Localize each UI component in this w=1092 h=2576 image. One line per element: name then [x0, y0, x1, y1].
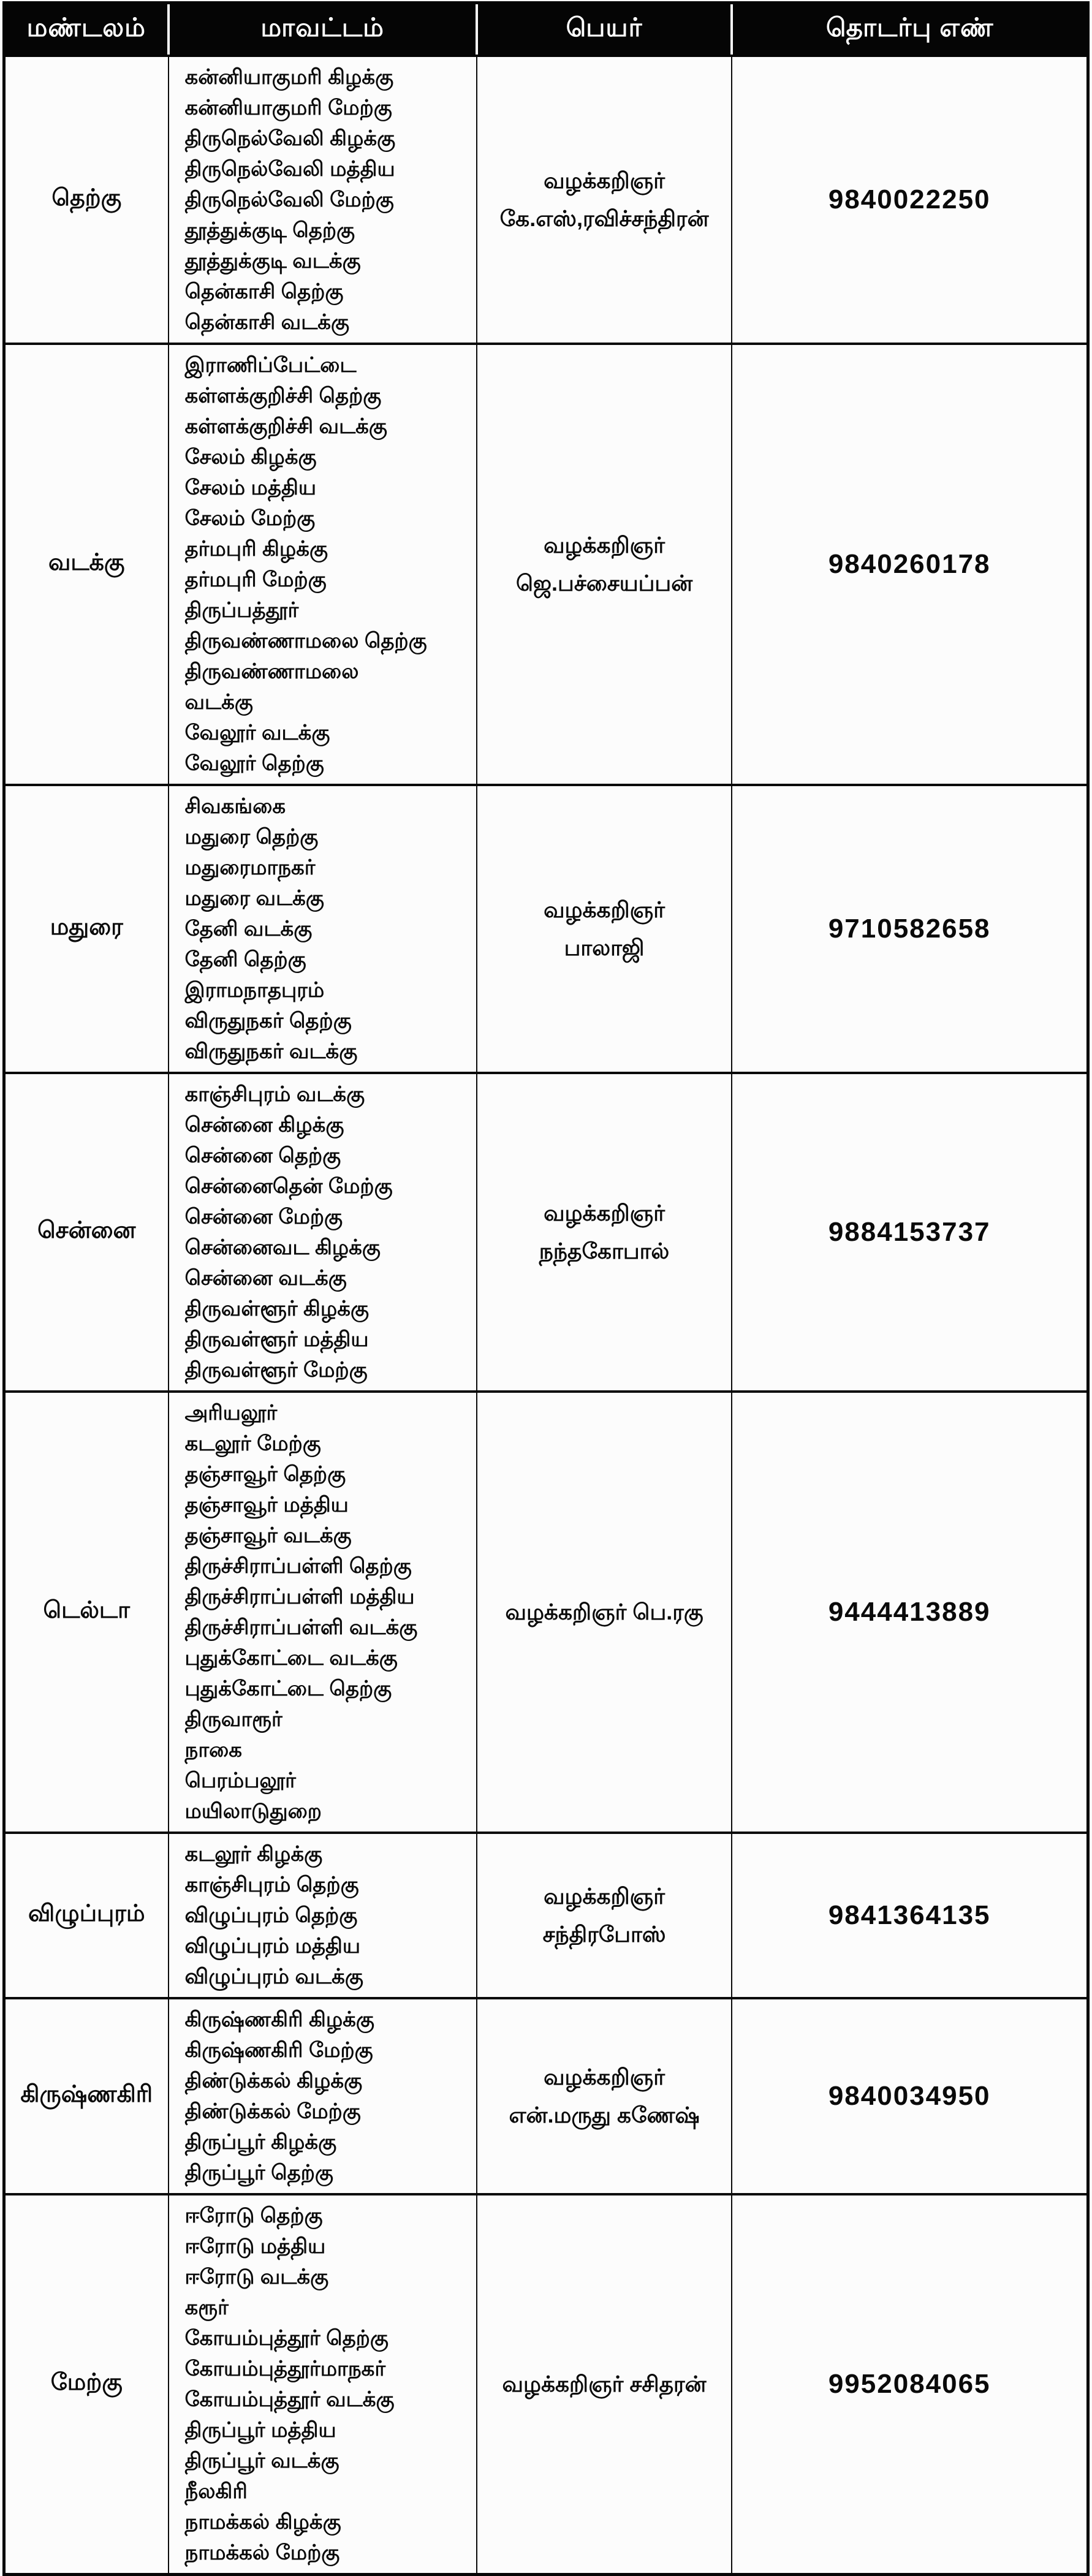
district-line: திருவாரூர் [184, 1708, 282, 1731]
name-line: வழக்கறிஞர் [544, 168, 665, 193]
name-cell [477, 1392, 732, 1833]
district-line: விழுப்புரம் தெற்கு [184, 1904, 358, 1927]
name-line: வழக்கறிஞர் [544, 897, 665, 922]
district-line: விழுப்புரம் வடக்கு [184, 1965, 363, 1988]
zone-cell: கிருஷ்ணகிரி [4, 1998, 169, 2194]
district-line: திருப்பத்தூர் [184, 599, 299, 622]
district-cell [169, 1073, 477, 1392]
name-line: பாலாஜி [564, 935, 645, 960]
name-line: நந்தகோபால் [539, 1238, 670, 1263]
district-line: சென்னை கிழக்கு [184, 1113, 344, 1137]
name-line: சந்திரபோஸ் [542, 1922, 666, 1947]
district-line: கிருஷ்ணகிரி கிழக்கு [184, 2008, 374, 2031]
district-cell [169, 1998, 477, 2194]
district-line: திருவள்ளூர் மேற்கு [184, 1358, 368, 1382]
district-line: நாமக்கல் மேற்கு [184, 2541, 340, 2564]
table-body [4, 56, 1088, 2575]
name-line: வழக்கறிஞர் சசிதரன் [502, 2371, 707, 2396]
name-line: ஜெ.பச்சையப்பன் [516, 570, 693, 596]
phone-cell: 9840034950 [732, 1998, 1088, 2194]
table-row [4, 1392, 1088, 1833]
district-line: திருவள்ளூர் கிழக்கு [184, 1297, 370, 1320]
district-line: தேனி வடக்கு [184, 917, 313, 941]
name-cell [477, 344, 732, 785]
district-cell [169, 785, 477, 1073]
phone-cell: 9444413889 [732, 1392, 1088, 1833]
name-line: வழக்கறிஞர் பெ.ரகு [505, 1599, 703, 1624]
district-cell [169, 2194, 477, 2575]
district-line: தஞ்சாவூர் மத்திய [184, 1493, 349, 1517]
phone-cell: 9710582658 [732, 785, 1088, 1073]
table-row [4, 785, 1088, 1073]
district-line: சேலம் மேற்கு [184, 507, 316, 530]
name-cell [477, 785, 732, 1073]
table-header [4, 3, 1088, 56]
district-line: திருப்பூர் கிழக்கு [184, 2131, 337, 2154]
zone-cell: சென்னை [4, 1073, 169, 1392]
district-line: திருநெல்வேலி மத்திய [184, 157, 395, 181]
district-line: திருவண்ணாமலை தெற்கு [184, 629, 427, 653]
district-cell [169, 1392, 477, 1833]
name-cell [477, 1998, 732, 2194]
zone-cell: வடக்கு [4, 344, 169, 785]
district-line: அரியலூர் [184, 1401, 278, 1425]
district-line: ஈரோடு மத்திய [184, 2235, 326, 2258]
district-line: திருவள்ளூர் மத்திய [184, 1328, 369, 1351]
district-line: சேலம் மத்திய [184, 476, 317, 499]
table-row [4, 1998, 1088, 2194]
district-line: புதுக்கோட்டை வடக்கு [184, 1646, 398, 1670]
district-line: சென்னை தெற்கு [184, 1144, 341, 1167]
district-line: தர்மபுரி மேற்கு [184, 568, 327, 591]
document-page [0, 1, 1092, 2576]
district-line: திருவண்ணாமலை [184, 660, 359, 683]
zone-contact-table [2, 1, 1090, 2576]
table-row [4, 1073, 1088, 1392]
district-line: புதுக்கோட்டை தெற்கு [184, 1677, 392, 1700]
header-row [4, 3, 1088, 56]
district-line: திண்டுக்கல் மேற்கு [184, 2100, 361, 2123]
district-line: திண்டுக்கல் கிழக்கு [184, 2069, 363, 2093]
district-line: மதுரை தெற்கு [184, 825, 319, 849]
phone-cell: 9840260178 [732, 344, 1088, 785]
district-line: ஈரோடு தெற்கு [184, 2204, 323, 2227]
district-cell [169, 56, 477, 344]
district-line: சென்னைதென் மேற்கு [184, 1175, 393, 1198]
header-district: மாவட்டம் [169, 3, 477, 56]
district-line: கிருஷ்ணகிரி மேற்கு [184, 2039, 373, 2062]
district-line: மதுரை வடக்கு [184, 887, 324, 910]
table-row [4, 56, 1088, 344]
district-line: கன்னியாகுமரி மேற்கு [184, 96, 392, 119]
zone-cell: தெற்கு [4, 56, 169, 344]
district-line: வேலூர் தெற்கு [184, 752, 324, 775]
name-line: வழக்கறிஞர் [544, 1884, 665, 1909]
header-name: பெயர் [477, 3, 732, 56]
district-line: இராமநாதபுரம் [184, 979, 325, 1002]
district-line: சேலம் கிழக்கு [184, 445, 317, 469]
zone-cell: மேற்கு [4, 2194, 169, 2575]
district-line: நாமக்கல் கிழக்கு [184, 2510, 341, 2534]
name-line: வழக்கறிஞர் [544, 532, 665, 558]
header-zone: மண்டலம் [4, 3, 169, 56]
district-line: காஞ்சிபுரம் வடக்கு [184, 1083, 365, 1106]
name-cell [477, 1833, 732, 1998]
phone-cell: 9884153737 [732, 1073, 1088, 1392]
table-row [4, 1833, 1088, 1998]
district-line: திருச்சிராப்பள்ளி தெற்கு [184, 1555, 412, 1578]
district-line: கடலூர் கிழக்கு [184, 1843, 323, 1866]
header-phone: தொடர்பு எண் [732, 3, 1088, 56]
district-line: கரூர் [184, 2296, 229, 2319]
district-line: சென்னைவட கிழக்கு [184, 1236, 381, 1259]
district-line: கடலூர் மேற்கு [184, 1432, 321, 1455]
name-cell [477, 1073, 732, 1392]
district-line: காஞ்சிபுரம் தெற்கு [184, 1873, 359, 1896]
name-cell [477, 2194, 732, 2575]
district-line: விழுப்புரம் மத்திய [184, 1934, 360, 1958]
district-line: நீலகிரி [184, 2480, 248, 2503]
district-line: திருநெல்வேலி கிழக்கு [184, 127, 396, 150]
district-line: இராணிப்பேட்டை [184, 354, 357, 377]
district-line: கள்ளக்குறிச்சி தெற்கு [184, 384, 382, 407]
name-line: வழக்கறிஞர் [544, 1200, 665, 1225]
district-cell [169, 344, 477, 785]
name-line: கே.எஸ்,ரவிச்சந்திரன் [499, 206, 709, 231]
district-line: கன்னியாகுமரி கிழக்கு [184, 66, 394, 89]
district-line: தர்மபுரி கிழக்கு [184, 537, 328, 561]
district-line: பெரம்பலூர் [184, 1769, 296, 1792]
district-line: விருதுநகர் தெற்கு [184, 1009, 352, 1032]
district-line: தஞ்சாவூர் வடக்கு [184, 1524, 352, 1547]
district-line: கோயம்புத்தூர்மாநகர் [184, 2357, 386, 2381]
district-line: மதுரைமாநகர் [184, 856, 316, 879]
district-line: மயிலாடுதுறை [184, 1800, 322, 1823]
district-line: கோயம்புத்தூர் தெற்கு [184, 2327, 389, 2350]
district-line: திருப்பூர் தெற்கு [184, 2161, 333, 2184]
district-line: தூத்துக்குடி வடக்கு [184, 249, 361, 273]
phone-cell: 9952084065 [732, 2194, 1088, 2575]
district-line: தேனி தெற்கு [184, 948, 306, 971]
district-line: தூத்துக்குடி தெற்கு [184, 219, 355, 242]
phone-cell: 9840022250 [732, 56, 1088, 344]
zone-cell: டெல்டா [4, 1392, 169, 1833]
zone-cell: மதுரை [4, 785, 169, 1073]
district-line: திருநெல்வேலி மேற்கு [184, 188, 394, 211]
name-line: வழக்கறிஞர் [544, 2064, 665, 2089]
district-line: திருச்சிராப்பள்ளி மத்திய [184, 1585, 415, 1608]
district-cell [169, 1833, 477, 1998]
name-cell [477, 56, 732, 344]
district-line: வேலூர் வடக்கு [184, 721, 330, 744]
district-line: வடக்கு [184, 691, 253, 714]
district-line: திருச்சிராப்பள்ளி வடக்கு [184, 1616, 418, 1639]
table-row [4, 344, 1088, 785]
zone-cell: விழுப்புரம் [4, 1833, 169, 1998]
table-row [4, 2194, 1088, 2575]
district-line: தென்காசி தெற்கு [184, 280, 344, 303]
district-line: நாகை [184, 1738, 242, 1762]
district-line: சிவகங்கை [184, 795, 286, 818]
district-line: திருப்பூர் வடக்கு [184, 2449, 339, 2472]
district-line: சென்னை மேற்கு [184, 1205, 343, 1229]
district-line: கோயம்புத்தூர் வடக்கு [184, 2388, 395, 2411]
district-line: கள்ளக்குறிச்சி வடக்கு [184, 415, 387, 438]
phone-cell: 9841364135 [732, 1833, 1088, 1998]
district-line: தஞ்சாவூர் தெற்கு [184, 1463, 346, 1486]
district-line: திருப்பூர் மத்திய [184, 2419, 336, 2442]
district-line: தென்காசி வடக்கு [184, 311, 350, 334]
district-line: சென்னை வடக்கு [184, 1267, 347, 1290]
name-line: என்.மருது கணேஷ் [509, 2102, 700, 2127]
district-line: ஈரோடு வடக்கு [184, 2265, 329, 2289]
district-line: விருதுநகர் வடக்கு [184, 1040, 358, 1063]
